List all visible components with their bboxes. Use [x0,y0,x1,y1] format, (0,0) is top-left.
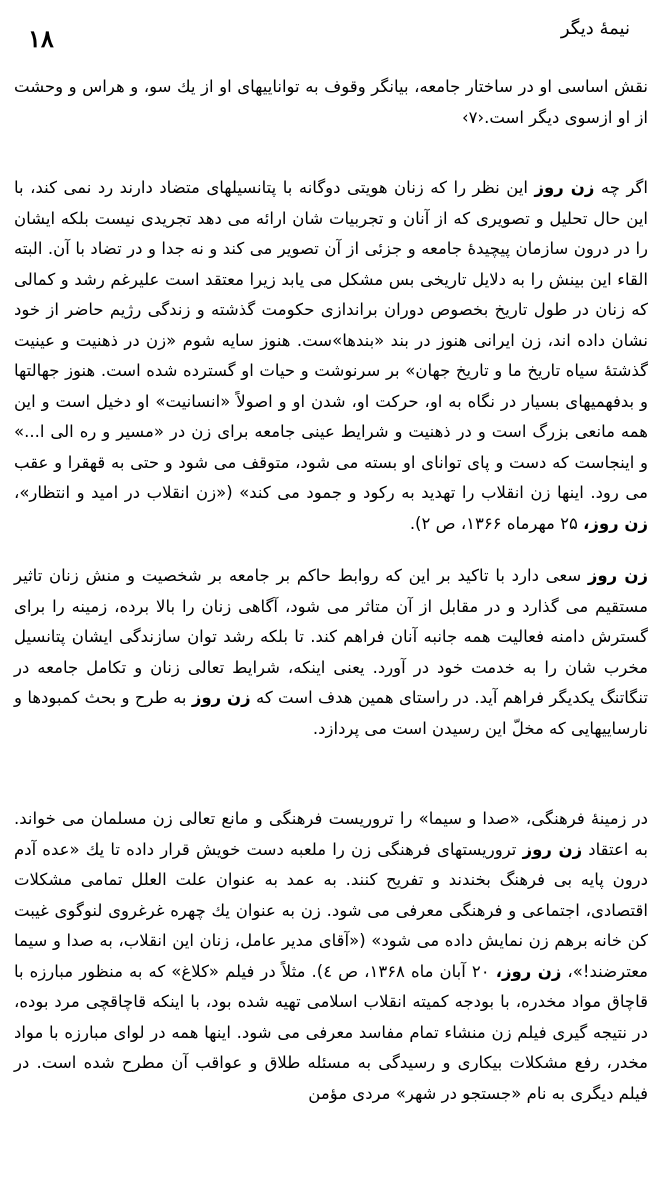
paragraph-text: این نظر را که زنان هویتی دوگانه با پتانسیلهای متضاد دارند رد نمی کند، با این حال تحلیل و تصویری که از آنان و تجربیات شان ارائه می دهد تجریدی نیست بلکه ایشان را در درون سازمان پیچیدهٔ جامعه و جزئی از آن تصویر می کند و نه جدا و در تضاد با آن. البته القاء این بینش را به دلایل تاریخی بس مشکل می یابد زیرا معتقد است علیرغم رشد و کمالی که زنان در طول تاریخ بخصوص دوران براندازی حکومت گذشته و زندگی رژیم حاضر از خود نشان داده اند، زن ایرانی هنوز در بند «بندها»ست. هنوز سایه شوم «زن در ذهنیت و عینیت گذشتهٔ سیاه تاریخ ما و تاریخ جهان» بر سرنوشت و حیات او گسترده شده است. هنوز جهالتها و بدفهمیهای بسیار در نگاه به او، حرکت او، شدن او و اصولاً «انسانیت» او دخیل است و این همه مانعی بزرگ است و در ذهنیت و شرایط عینی جامعه برای زن در «مسیر و ره الی ا...» و اینجاست که دست و پای توانای او بسته می شود، متوقف می شود و حتی به قهقرا و عقب می رود. اینها زن انقلاب را تهدید به رکود و جمود می کند» («زن انقلاب در امید و انتظار»، [14,178,648,502]
paragraph-text: به طرح و بحث کمبودها و نارساییهایی که مخلّ این رسیدن است می پردازد. [14,688,648,738]
journal-name: زن روز [522,839,583,859]
journal-name: زن روز، [583,513,648,533]
journal-name: زن روز [191,688,251,707]
citation-text: ۲۵ مهرماه ۱۳۶۶، ص ۲). [409,513,578,533]
paragraph-1: نقش اساسی او در ساختار جامعه، بیانگر وقوف به تواناییهای او از یك سو، و هراس و وحشت از او ازسوی دیگر است.‹۷› [14,77,648,127]
paragraph-text: در زمینهٔ فرهنگی، «صدا و سیما» را تروریست فرهنگی و مانع تعالی زن مسلمان می خواند. به اعتقاد [14,809,648,859]
page-number: ۱۸ [28,24,54,53]
page-header [14,0,648,62]
journal-name: زن روز [587,566,648,585]
running-title: نیمهٔ دیگر [560,18,630,39]
page-body [14,72,648,1109]
paragraph-text: اگر چه [600,178,648,197]
paragraph-3 [14,561,648,744]
journal-name: زن روز [534,178,595,197]
paragraph-2 [14,173,648,539]
journal-name: زن روز، [495,961,562,981]
paragraph-text: ۲۰ آبان ماه ۱۳۶۸، ص ٤). مثلاً در فیلم «کلاغ» که به منظور مبارزه با قاچاق مواد مخدره، با بودجه کمیته انقلاب اسلامی تهیه شده بود، با اینکه قاچاقچی مرد بوده، در نتیجه گیری فیلم زن منشاء تمام مفاسد معرفی می شود. اینها همه در لوای مبارزه با مواد مخدر، رفع مشکلات بیکاری و رسیدگی به مسئله طلاق و عواقب آن مطرح شده است. در فیلم دیگری به نام «جستجو در شهر» مردی مؤمن [14,961,648,1103]
paragraph-text: تروریستهای فرهنگی زن را ملعبه دست خویش قرار داده تا یك «عده آدم درون پایه بی فرهنگ بخندند و تفریح کنند. به عمد به عنوان علت العلل تمامی مشکلات اقتصادی، اجتماعی و فرهنگی معرفی می شود. زن به عنوان یك چهره غرغروی لنوگوی غیبت کن خانه برهم زن نمایش داده می شود» («آقای مدیر عامل، زنان این انقلاب، به صدا و سیما معترضند!»، [14,839,648,981]
paragraph-4 [14,804,648,1109]
paragraph-text: سعی دارد با تاکید بر این که روابط حاکم بر جامعه بر شخصیت و منش زنان تاثیر مستقیم می گذارد و در مقابل از آن متاثر می شود، آگاهی زنان را بالا برده، زمینه را برای گسترش دامنه فعالیت همه جانبه آنان فراهم کند. تا بلکه رشد توان سازندگی ایشان پتانسیل مخرب شان را به خدمت خود در آورد. یعنی اینکه، شرایط تعالی زنان و تکامل جامعه در تنگاتنگ یکدیگر فراهم آید. در راستای همین هدف است که [14,566,648,707]
